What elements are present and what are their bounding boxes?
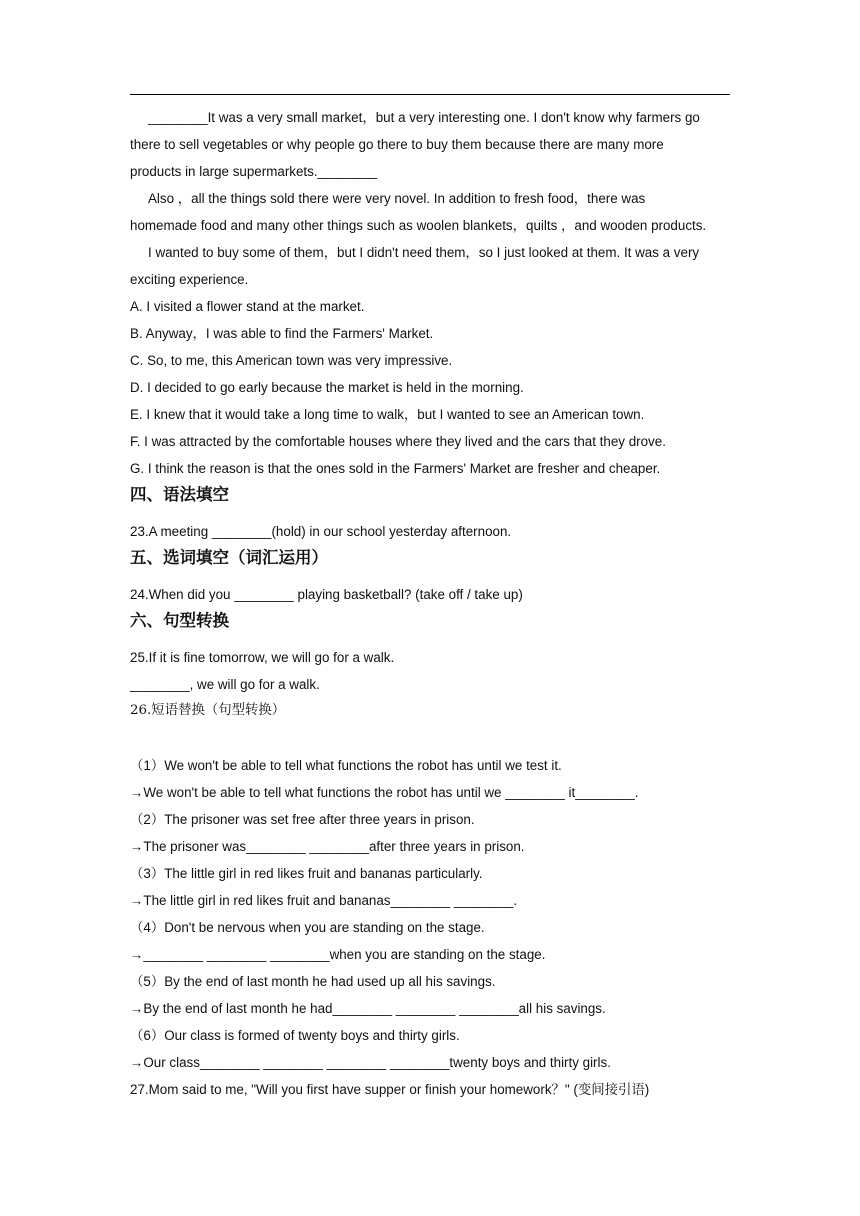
q26-item: →Our class________ ________ ________ ________twenty boys and thirty girls. [130, 1055, 611, 1070]
passage-line: exciting experience. [130, 272, 249, 287]
q26-item: →The prisoner was________ ________after three years in prison. [130, 839, 525, 854]
option-f: F. I was attracted by the comfortable houses where they lived and the cars that they drove. [130, 434, 666, 449]
q26-item: （2）The prisoner was set free after three years in prison. [130, 812, 475, 827]
option-c: C. So, to me, this American town was very impressive. [130, 353, 453, 368]
question-25-answer: ________, we will go for a walk. [130, 677, 320, 692]
section-heading-sentence-transform: 六、句型转换 [130, 611, 229, 630]
section-heading-grammar: 四、语法填空 [130, 485, 229, 504]
option-g: G. I think the reason is that the ones sold in the Farmers' Market are fresher and cheaper. [130, 461, 661, 476]
q26-item: （1）We won't be able to tell what functions the robot has until we test it. [130, 758, 562, 773]
q26-item: （3）The little girl in red likes fruit and bananas particularly. [130, 866, 483, 881]
q26-item: →We won't be able to tell what functions the robot has until we ________ it________. [130, 785, 639, 800]
passage-line: there to sell vegetables or why people go there to buy them because there are many more [130, 137, 664, 152]
question-25: 25.If it is fine tomorrow, we will go for a walk. [130, 650, 395, 665]
passage-line: Also ，all the things sold there were very novel. In addition to fresh food，there was [148, 191, 646, 206]
q26-item: （4）Don't be nervous when you are standing on the stage. [130, 920, 485, 935]
question-27: 27.Mom said to me, "Will you first have supper or finish your homework？" (变间接引语) [130, 1082, 650, 1097]
question-24: 24.When did you ________ playing basketball? (take off / take up) [130, 587, 523, 602]
q26-item: →The little girl in red likes fruit and bananas________ ________. [130, 893, 518, 908]
q26-item: →By the end of last month he had________ ________ ________all his savings. [130, 1001, 606, 1016]
question-26-title: 26.短语替换（句型转换） [130, 703, 286, 718]
q26-item: →________ ________ ________when you are standing on the stage. [130, 947, 546, 962]
passage-line: ________It was a very small market，but a very interesting one. I don't know why farmers go [148, 110, 700, 125]
section-heading-word-choice: 五、选词填空（词汇运用） [130, 548, 328, 567]
header-rule [130, 94, 730, 95]
q26-item: （5）By the end of last month he had used up all his savings. [130, 974, 496, 989]
option-b: B. Anyway，I was able to find the Farmers' Market. [130, 326, 434, 341]
option-a: A. I visited a flower stand at the market. [130, 299, 365, 314]
passage-line: homemade food and many other things such as woolen blankets，quilts ，and wooden products. [130, 218, 707, 233]
q26-item: （6）Our class is formed of twenty boys and thirty girls. [130, 1028, 460, 1043]
option-d: D. I decided to go early because the market is held in the morning. [130, 380, 524, 395]
question-23: 23.A meeting ________(hold) in our school yesterday afternoon. [130, 524, 512, 539]
passage-line: I wanted to buy some of them，but I didn't need them，so I just looked at them. It was a very [148, 245, 700, 260]
passage-line: products in large supermarkets.________ [130, 164, 378, 179]
option-e: E. I knew that it would take a long time to walk，but I wanted to see an American town. [130, 407, 645, 422]
